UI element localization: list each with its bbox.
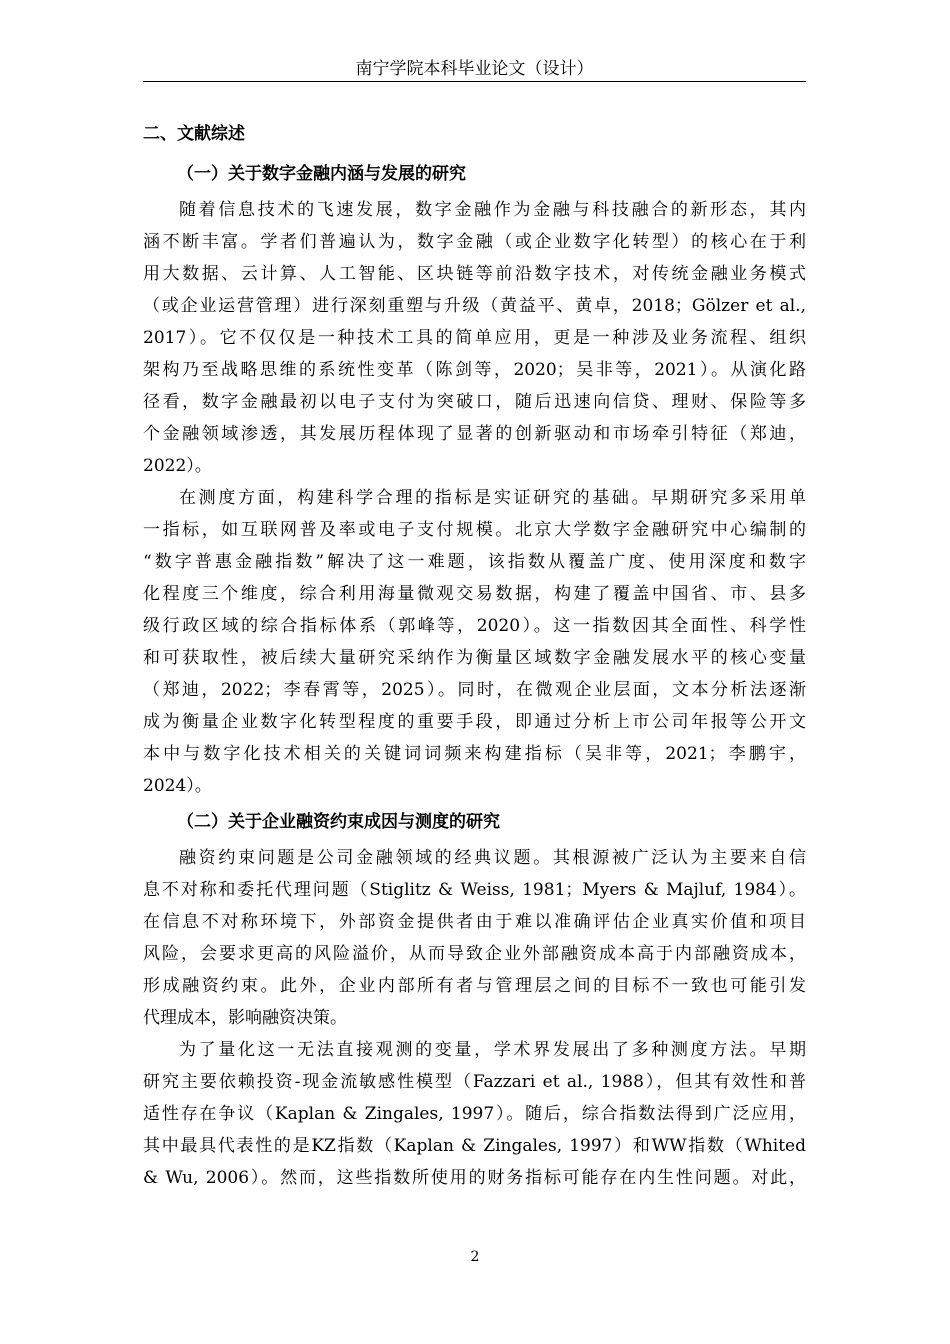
text-line: 用大数据、云计算、人工智能、区块链等前沿数字技术，对传统金融业务模式 [143, 264, 806, 284]
text-line: 研究主要依赖投资-现金流敏感性模型（Fazzari et al., 1988），但其有效性和普 [143, 1072, 806, 1092]
text-line: & Wu, 2006）。然而，这些指数所使用的财务指标可能存在内生性问题。对此， [143, 1168, 806, 1188]
paragraph-financing-constraint-measurement [143, 1034, 806, 1194]
text-line: 为了量化这一无法直接观测的变量，学术界发展出了多种测度方法。早期 [179, 1040, 806, 1060]
text-line: 2024）。 [143, 776, 212, 796]
text-line: 个金融领域渗透，其发展历程体现了显著的创新驱动和市场牵引特征（郑迪， [143, 424, 806, 444]
running-header: 南宁学院本科毕业论文（设计） [355, 59, 594, 79]
text-line: 本中与数字化技术相关的关键词词频来构建指标（吴非等，2021；李鹏宇， [143, 744, 806, 764]
header-divider [143, 81, 806, 82]
paragraph-digital-finance-measurement [143, 482, 806, 802]
text-line: 级行政区域的综合指标体系（郭峰等，2020）。这一指数因其全面性、科学性 [143, 616, 806, 636]
text-line: 风险，会要求更高的风险溢价，从而导致企业外部融资成本高于内部融资成本， [143, 944, 806, 964]
text-line: 息不对称和委托代理问题（Stiglitz & Weiss, 1981；Myers & Majluf, 1984）。 [143, 880, 806, 900]
text-line: 形成融资约束。此外，企业内部所有者与管理层之间的目标不一致也可能引发 [143, 976, 806, 996]
text-line: （郑迪，2022；李春霄等，2025）。同时，在微观企业层面，文本分析法逐渐 [143, 680, 806, 700]
subsection-heading-1: （一）关于数字金融内涵与发展的研究 [177, 164, 466, 184]
text-line: 一指标，如互联网普及率或电子支付规模。北京大学数字金融研究中心编制的 [143, 520, 806, 540]
text-line: 和可获取性，被后续大量研究采纳作为衡量区域数字金融发展水平的核心变量 [143, 648, 806, 668]
text-line: 融资约束问题是公司金融领域的经典议题。其根源被广泛认为主要来自信 [179, 848, 806, 868]
text-line: 适性存在争议（Kaplan & Zingales, 1997）。随后，综合指数法得到广泛应用， [143, 1104, 806, 1124]
text-line: 在信息不对称环境下，外部资金提供者由于难以准确评估企业真实价值和项目 [143, 912, 806, 932]
page-number: 2 [470, 1249, 480, 1265]
text-line: 化程度三个维度，综合利用海量微观交易数据，构建了覆盖中国省、市、县多 [143, 584, 806, 604]
text-line: 2022）。 [143, 456, 212, 476]
text-line: 随着信息技术的飞速发展，数字金融作为金融与科技融合的新形态，其内 [179, 200, 806, 220]
page-body [143, 114, 806, 1194]
text-line: 径看，数字金融最初以电子支付为突破口，随后迅速向信贷、理财、保险等多 [143, 392, 806, 412]
paragraph-digital-finance-concept [143, 194, 806, 482]
text-line: 其中最具代表性的是KZ指数（Kaplan & Zingales, 1997）和WW指数（Whited [143, 1136, 806, 1156]
text-line: （或企业运营管理）进行深刻重塑与升级（黄益平、黄卓，2018；Gölzer et al., [143, 296, 806, 316]
text-line: 架构乃至战略思维的系统性变革（陈剑等，2020；吴非等，2021）。从演化路 [143, 360, 806, 380]
text-line: 成为衡量企业数字化转型程度的重要手段，即通过分析上市公司年报等公开文 [143, 712, 806, 732]
text-line: 代理成本，影响融资决策。 [143, 1008, 347, 1028]
text-line: 在测度方面，构建科学合理的指标是实证研究的基础。早期研究多采用单 [179, 488, 806, 508]
section-heading: 二、文献综述 [143, 124, 245, 144]
paragraph-financing-constraint-causes [143, 842, 806, 1034]
text-line: 涵不断丰富。学者们普遍认为，数字金融（或企业数字化转型）的核心在于利 [143, 232, 806, 252]
text-line: “数字普惠金融指数”解决了这一难题，该指数从覆盖广度、使用深度和数字 [143, 552, 806, 572]
subsection-heading-2: （二）关于企业融资约束成因与测度的研究 [177, 812, 500, 832]
text-line: 2017）。它不仅仅是一种技术工具的简单应用，更是一种涉及业务流程、组织 [143, 328, 806, 348]
